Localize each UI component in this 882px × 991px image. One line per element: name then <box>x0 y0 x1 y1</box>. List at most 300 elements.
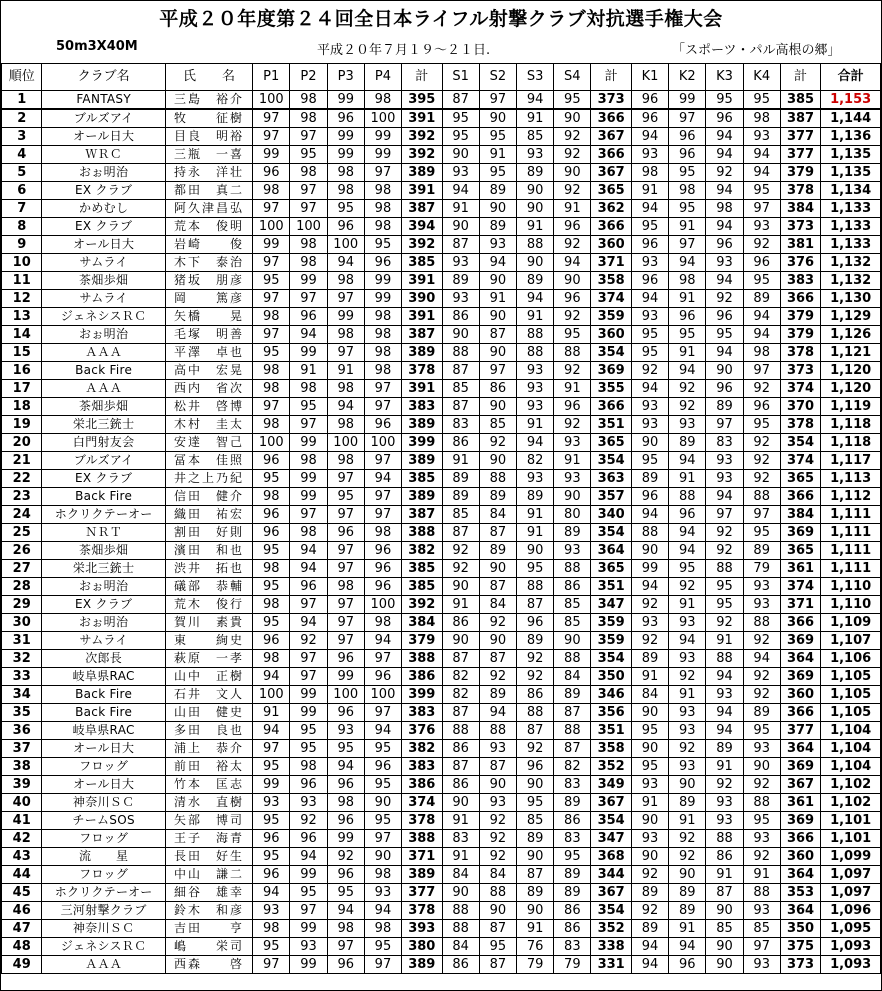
cell-rank: 2 <box>2 109 42 128</box>
cell-s1: 93 <box>442 254 479 272</box>
cell-k3: 95 <box>706 578 743 596</box>
cell-p3: 99 <box>327 668 364 686</box>
cell-s2: 95 <box>479 938 516 956</box>
cell-s-subtotal: 365 <box>591 560 631 578</box>
cell-s-subtotal: 358 <box>591 740 631 758</box>
cell-s3: 90 <box>516 902 553 920</box>
table-row <box>2 488 881 506</box>
cell-s2: 90 <box>479 109 516 128</box>
cell-k1: 90 <box>631 848 668 866</box>
cell-rank: 5 <box>2 164 42 182</box>
cell-k1: 96 <box>631 236 668 254</box>
cell-p4: 97 <box>364 704 401 722</box>
cell-s-subtotal: 374 <box>591 290 631 308</box>
cell-k1: 94 <box>631 506 668 524</box>
cell-s1: 90 <box>442 578 479 596</box>
cell-k-subtotal: 361 <box>780 794 820 812</box>
cell-s1: 82 <box>442 668 479 686</box>
cell-grand-total: 1,104 <box>821 740 881 758</box>
cell-club: おぉ明治 <box>42 578 165 596</box>
cell-p3: 98 <box>327 272 364 290</box>
table-row <box>2 560 881 578</box>
cell-p1: 97 <box>253 200 290 218</box>
cell-k3: 90 <box>706 956 743 974</box>
cell-k4: 92 <box>743 434 780 452</box>
cell-k3: 94 <box>706 668 743 686</box>
cell-name: 安達 智己 <box>165 434 252 452</box>
cell-p3: 91 <box>327 362 364 380</box>
cell-club: ＡＡＡ <box>42 344 165 362</box>
cell-club: ＡＡＡ <box>42 956 165 974</box>
cell-k1: 98 <box>631 164 668 182</box>
cell-p3: 92 <box>327 848 364 866</box>
cell-k4: 92 <box>743 470 780 488</box>
cell-p1: 97 <box>253 128 290 146</box>
cell-club: 流 星 <box>42 848 165 866</box>
cell-s1: 87 <box>442 524 479 542</box>
cell-grand-total: 1,134 <box>821 182 881 200</box>
cell-club: 次郎長 <box>42 650 165 668</box>
cell-p1: 98 <box>253 488 290 506</box>
cell-s3: 93 <box>516 470 553 488</box>
cell-s4: 92 <box>554 308 591 326</box>
cell-s2: 90 <box>479 398 516 416</box>
cell-p4: 98 <box>364 362 401 380</box>
cell-s4: 96 <box>554 290 591 308</box>
table-row <box>2 434 881 452</box>
cell-grand-total: 1,099 <box>821 848 881 866</box>
cell-k4: 92 <box>743 452 780 470</box>
cell-name: 西内 省次 <box>165 380 252 398</box>
cell-s-subtotal: 373 <box>591 91 631 110</box>
cell-grand-total: 1,093 <box>821 938 881 956</box>
cell-p2: 98 <box>290 524 327 542</box>
cell-s1: 88 <box>442 344 479 362</box>
cell-p-subtotal: 379 <box>402 632 442 650</box>
cell-s1: 88 <box>442 722 479 740</box>
table-row <box>2 578 881 596</box>
cell-p1: 96 <box>253 524 290 542</box>
cell-p4: 97 <box>364 650 401 668</box>
cell-name: 都田 真二 <box>165 182 252 200</box>
cell-p4: 98 <box>364 91 401 110</box>
cell-s-subtotal: 354 <box>591 344 631 362</box>
header-s4: S4 <box>554 64 591 91</box>
cell-k2: 91 <box>669 470 706 488</box>
cell-grand-total: 1,135 <box>821 146 881 164</box>
cell-p-subtotal: 389 <box>402 416 442 434</box>
cell-k3: 96 <box>706 308 743 326</box>
cell-p1: 94 <box>253 884 290 902</box>
cell-club: ブルズアイ <box>42 109 165 128</box>
cell-k4: 93 <box>743 218 780 236</box>
cell-s3: 92 <box>516 650 553 668</box>
cell-p1: 98 <box>253 362 290 380</box>
cell-club: EX クラブ <box>42 182 165 200</box>
cell-rank: 18 <box>2 398 42 416</box>
table-row <box>2 236 881 254</box>
cell-k-subtotal: 373 <box>780 218 820 236</box>
cell-k2: 91 <box>669 686 706 704</box>
cell-s1: 87 <box>442 398 479 416</box>
cell-rank: 27 <box>2 560 42 578</box>
cell-k4: 97 <box>743 938 780 956</box>
cell-p2: 99 <box>290 704 327 722</box>
cell-s-subtotal: 347 <box>591 596 631 614</box>
cell-p-subtotal: 395 <box>402 91 442 110</box>
cell-p-subtotal: 388 <box>402 830 442 848</box>
cell-s-subtotal: 350 <box>591 668 631 686</box>
cell-p3: 98 <box>327 164 364 182</box>
cell-p-subtotal: 388 <box>402 524 442 542</box>
cell-p2: 97 <box>290 650 327 668</box>
cell-s3: 95 <box>516 794 553 812</box>
cell-name: 渋井 拓也 <box>165 560 252 578</box>
cell-k4: 94 <box>743 308 780 326</box>
cell-p-subtotal: 389 <box>402 956 442 974</box>
cell-s2: 93 <box>479 740 516 758</box>
cell-k1: 89 <box>631 884 668 902</box>
cell-k3: 91 <box>706 758 743 776</box>
cell-s4: 87 <box>554 740 591 758</box>
header-s1: S1 <box>442 64 479 91</box>
cell-s-subtotal: 346 <box>591 686 631 704</box>
table-row <box>2 506 881 524</box>
cell-club: 茶畑歩畑 <box>42 272 165 290</box>
cell-s3: 88 <box>516 326 553 344</box>
cell-p2: 95 <box>290 398 327 416</box>
cell-s1: 90 <box>442 146 479 164</box>
page-title: 平成２０年度第２４回全日本ライフル射撃クラブ対抗選手権大会 <box>159 8 723 30</box>
cell-s2: 89 <box>479 218 516 236</box>
cell-p4: 90 <box>364 848 401 866</box>
cell-grand-total: 1,113 <box>821 470 881 488</box>
cell-p4: 98 <box>364 524 401 542</box>
cell-s1: 88 <box>442 902 479 920</box>
cell-p4: 98 <box>364 866 401 884</box>
cell-name: 山中 正樹 <box>165 668 252 686</box>
cell-k2: 91 <box>669 812 706 830</box>
cell-p-subtotal: 383 <box>402 398 442 416</box>
header-name: 氏 名 <box>165 64 252 91</box>
cell-s3: 96 <box>516 758 553 776</box>
cell-p2: 98 <box>290 236 327 254</box>
event-label: 50m3X40M <box>56 39 138 54</box>
cell-p-subtotal: 392 <box>402 596 442 614</box>
cell-s2: 87 <box>479 578 516 596</box>
cell-p-subtotal: 392 <box>402 128 442 146</box>
cell-s4: 83 <box>554 830 591 848</box>
cell-grand-total: 1,118 <box>821 434 881 452</box>
cell-p1: 95 <box>253 272 290 290</box>
cell-k-subtotal: 364 <box>780 740 820 758</box>
cell-name: 前田 裕太 <box>165 758 252 776</box>
cell-p-subtotal: 384 <box>402 614 442 632</box>
cell-s2: 87 <box>479 758 516 776</box>
cell-rank: 21 <box>2 452 42 470</box>
cell-grand-total: 1,135 <box>821 164 881 182</box>
cell-p-subtotal: 383 <box>402 758 442 776</box>
cell-p1: 95 <box>253 848 290 866</box>
cell-k3: 86 <box>706 848 743 866</box>
cell-s2: 92 <box>479 668 516 686</box>
cell-s2: 89 <box>479 488 516 506</box>
cell-p2: 98 <box>290 164 327 182</box>
cell-k-subtotal: 364 <box>780 902 820 920</box>
cell-k3: 94 <box>706 488 743 506</box>
cell-s1: 83 <box>442 830 479 848</box>
cell-k-subtotal: 381 <box>780 236 820 254</box>
cell-s-subtotal: 360 <box>591 326 631 344</box>
cell-p1: 95 <box>253 614 290 632</box>
cell-club: EX クラブ <box>42 470 165 488</box>
cell-club: 栄北三銃士 <box>42 416 165 434</box>
cell-k4: 93 <box>743 596 780 614</box>
cell-s1: 87 <box>442 704 479 722</box>
cell-s-subtotal: 365 <box>591 182 631 200</box>
cell-rank: 35 <box>2 704 42 722</box>
cell-club: 岐阜県RAC <box>42 722 165 740</box>
cell-p2: 99 <box>290 956 327 974</box>
cell-k4: 96 <box>743 254 780 272</box>
cell-s-subtotal: 371 <box>591 254 631 272</box>
cell-s3: 88 <box>516 704 553 722</box>
cell-p2: 97 <box>290 290 327 308</box>
header-rank: 順位 <box>2 64 42 91</box>
cell-s4: 92 <box>554 416 591 434</box>
cell-k2: 94 <box>669 452 706 470</box>
cell-rank: 40 <box>2 794 42 812</box>
cell-s-subtotal: 369 <box>591 362 631 380</box>
cell-s-subtotal: 355 <box>591 380 631 398</box>
cell-s3: 90 <box>516 776 553 794</box>
cell-k3: 93 <box>706 452 743 470</box>
cell-p4: 95 <box>364 812 401 830</box>
cell-k2: 97 <box>669 236 706 254</box>
cell-p2: 94 <box>290 542 327 560</box>
table-row <box>2 848 881 866</box>
cell-s3: 90 <box>516 542 553 560</box>
cell-k1: 93 <box>631 830 668 848</box>
cell-p1: 97 <box>253 109 290 128</box>
cell-p-subtotal: 389 <box>402 488 442 506</box>
cell-p2: 98 <box>290 109 327 128</box>
table-row <box>2 182 881 200</box>
cell-p-subtotal: 391 <box>402 380 442 398</box>
cell-grand-total: 1,119 <box>821 398 881 416</box>
cell-s1: 89 <box>442 272 479 290</box>
cell-club: ホクリクテーオー <box>42 884 165 902</box>
cell-p1: 96 <box>253 830 290 848</box>
cell-s4: 85 <box>554 596 591 614</box>
cell-club: おぉ明治 <box>42 164 165 182</box>
cell-rank: 43 <box>2 848 42 866</box>
cell-name: 長田 好生 <box>165 848 252 866</box>
cell-p1: 97 <box>253 254 290 272</box>
cell-k2: 96 <box>669 506 706 524</box>
cell-p1: 96 <box>253 632 290 650</box>
cell-s4: 91 <box>554 380 591 398</box>
cell-p3: 99 <box>327 91 364 110</box>
table-row <box>2 308 881 326</box>
cell-name: 嶋 栄司 <box>165 938 252 956</box>
cell-k4: 95 <box>743 524 780 542</box>
cell-s3: 91 <box>516 920 553 938</box>
cell-s1: 95 <box>442 128 479 146</box>
cell-p4: 98 <box>364 344 401 362</box>
header-s3: S3 <box>516 64 553 91</box>
cell-k2: 98 <box>669 272 706 290</box>
cell-rank: 47 <box>2 920 42 938</box>
cell-p4: 98 <box>364 218 401 236</box>
cell-s1: 91 <box>442 596 479 614</box>
cell-s3: 90 <box>516 848 553 866</box>
table-row <box>2 614 881 632</box>
cell-p1: 95 <box>253 470 290 488</box>
cell-s4: 94 <box>554 254 591 272</box>
cell-p4: 96 <box>364 578 401 596</box>
cell-k2: 95 <box>669 560 706 578</box>
cell-p4: 94 <box>364 632 401 650</box>
cell-k4: 79 <box>743 560 780 578</box>
cell-k3: 94 <box>706 722 743 740</box>
cell-k2: 90 <box>669 866 706 884</box>
cell-name: 木下 泰治 <box>165 254 252 272</box>
cell-k-subtotal: 374 <box>780 452 820 470</box>
cell-p4: 94 <box>364 902 401 920</box>
cell-p-subtotal: 382 <box>402 740 442 758</box>
cell-k2: 93 <box>669 722 706 740</box>
cell-p2: 94 <box>290 326 327 344</box>
cell-s4: 88 <box>554 650 591 668</box>
cell-k1: 93 <box>631 254 668 272</box>
cell-p1: 93 <box>253 902 290 920</box>
table-row <box>2 902 881 920</box>
cell-s-subtotal: 366 <box>591 109 631 128</box>
cell-s1: 85 <box>442 506 479 524</box>
cell-p-subtotal: 383 <box>402 704 442 722</box>
cell-p-subtotal: 391 <box>402 272 442 290</box>
cell-s3: 89 <box>516 884 553 902</box>
cell-p3: 94 <box>327 254 364 272</box>
cell-p4: 99 <box>364 272 401 290</box>
cell-k2: 94 <box>669 632 706 650</box>
cell-p4: 96 <box>364 758 401 776</box>
cell-p2: 96 <box>290 308 327 326</box>
cell-grand-total: 1,111 <box>821 524 881 542</box>
table-row <box>2 596 881 614</box>
cell-k3: 91 <box>706 632 743 650</box>
table-row <box>2 794 881 812</box>
cell-p3: 96 <box>327 866 364 884</box>
cell-rank: 15 <box>2 344 42 362</box>
cell-p4: 97 <box>364 452 401 470</box>
cell-p1: 97 <box>253 326 290 344</box>
cell-p2: 99 <box>290 686 327 704</box>
cell-rank: 42 <box>2 830 42 848</box>
cell-k2: 99 <box>669 91 706 110</box>
cell-p4: 98 <box>364 326 401 344</box>
cell-p2: 97 <box>290 128 327 146</box>
cell-s3: 85 <box>516 812 553 830</box>
cell-p3: 98 <box>327 920 364 938</box>
cell-rank: 14 <box>2 326 42 344</box>
header-k3: K3 <box>706 64 743 91</box>
cell-grand-total: 1,133 <box>821 236 881 254</box>
cell-s2: 87 <box>479 650 516 668</box>
cell-s4: 93 <box>554 542 591 560</box>
cell-rank: 23 <box>2 488 42 506</box>
cell-k4: 88 <box>743 794 780 812</box>
cell-p3: 97 <box>327 344 364 362</box>
cell-p3: 97 <box>327 596 364 614</box>
cell-p-subtotal: 389 <box>402 164 442 182</box>
results-table <box>1 63 881 974</box>
cell-s3: 85 <box>516 128 553 146</box>
cell-k4: 97 <box>743 506 780 524</box>
cell-s3: 93 <box>516 146 553 164</box>
cell-p4: 99 <box>364 128 401 146</box>
header-p3: P3 <box>327 64 364 91</box>
cell-s2: 87 <box>479 524 516 542</box>
cell-k2: 91 <box>669 344 706 362</box>
cell-s2: 90 <box>479 560 516 578</box>
cell-s-subtotal: 351 <box>591 416 631 434</box>
table-row <box>2 380 881 398</box>
cell-k-subtotal: 369 <box>780 524 820 542</box>
cell-s2: 97 <box>479 91 516 110</box>
cell-k4: 89 <box>743 542 780 560</box>
cell-p-subtotal: 399 <box>402 686 442 704</box>
cell-p1: 95 <box>253 758 290 776</box>
cell-k-subtotal: 375 <box>780 938 820 956</box>
cell-k-subtotal: 373 <box>780 956 820 974</box>
table-row <box>2 254 881 272</box>
cell-club: おぉ明治 <box>42 614 165 632</box>
cell-p3: 94 <box>327 758 364 776</box>
cell-p-subtotal: 378 <box>402 362 442 380</box>
cell-p1: 100 <box>253 91 290 110</box>
cell-s1: 82 <box>442 686 479 704</box>
cell-k1: 92 <box>631 866 668 884</box>
cell-p1: 91 <box>253 704 290 722</box>
cell-grand-total: 1,126 <box>821 326 881 344</box>
cell-k1: 96 <box>631 109 668 128</box>
cell-p4: 93 <box>364 884 401 902</box>
cell-p4: 97 <box>364 380 401 398</box>
cell-s-subtotal: 359 <box>591 308 631 326</box>
cell-p-subtotal: 385 <box>402 470 442 488</box>
cell-p-subtotal: 378 <box>402 902 442 920</box>
cell-k1: 95 <box>631 344 668 362</box>
cell-name: 毛塚 明善 <box>165 326 252 344</box>
cell-club: サムライ <box>42 290 165 308</box>
cell-rank: 28 <box>2 578 42 596</box>
cell-p2: 94 <box>290 848 327 866</box>
cell-k2: 92 <box>669 578 706 596</box>
cell-name: 荒本 俊明 <box>165 218 252 236</box>
cell-k2: 93 <box>669 416 706 434</box>
cell-s2: 92 <box>479 812 516 830</box>
cell-k2: 91 <box>669 290 706 308</box>
cell-club: ホクリクテーオー <box>42 506 165 524</box>
cell-s4: 89 <box>554 884 591 902</box>
cell-p1: 93 <box>253 794 290 812</box>
cell-s1: 87 <box>442 758 479 776</box>
cell-s-subtotal: 354 <box>591 452 631 470</box>
cell-k3: 85 <box>706 920 743 938</box>
cell-s-subtotal: 366 <box>591 398 631 416</box>
